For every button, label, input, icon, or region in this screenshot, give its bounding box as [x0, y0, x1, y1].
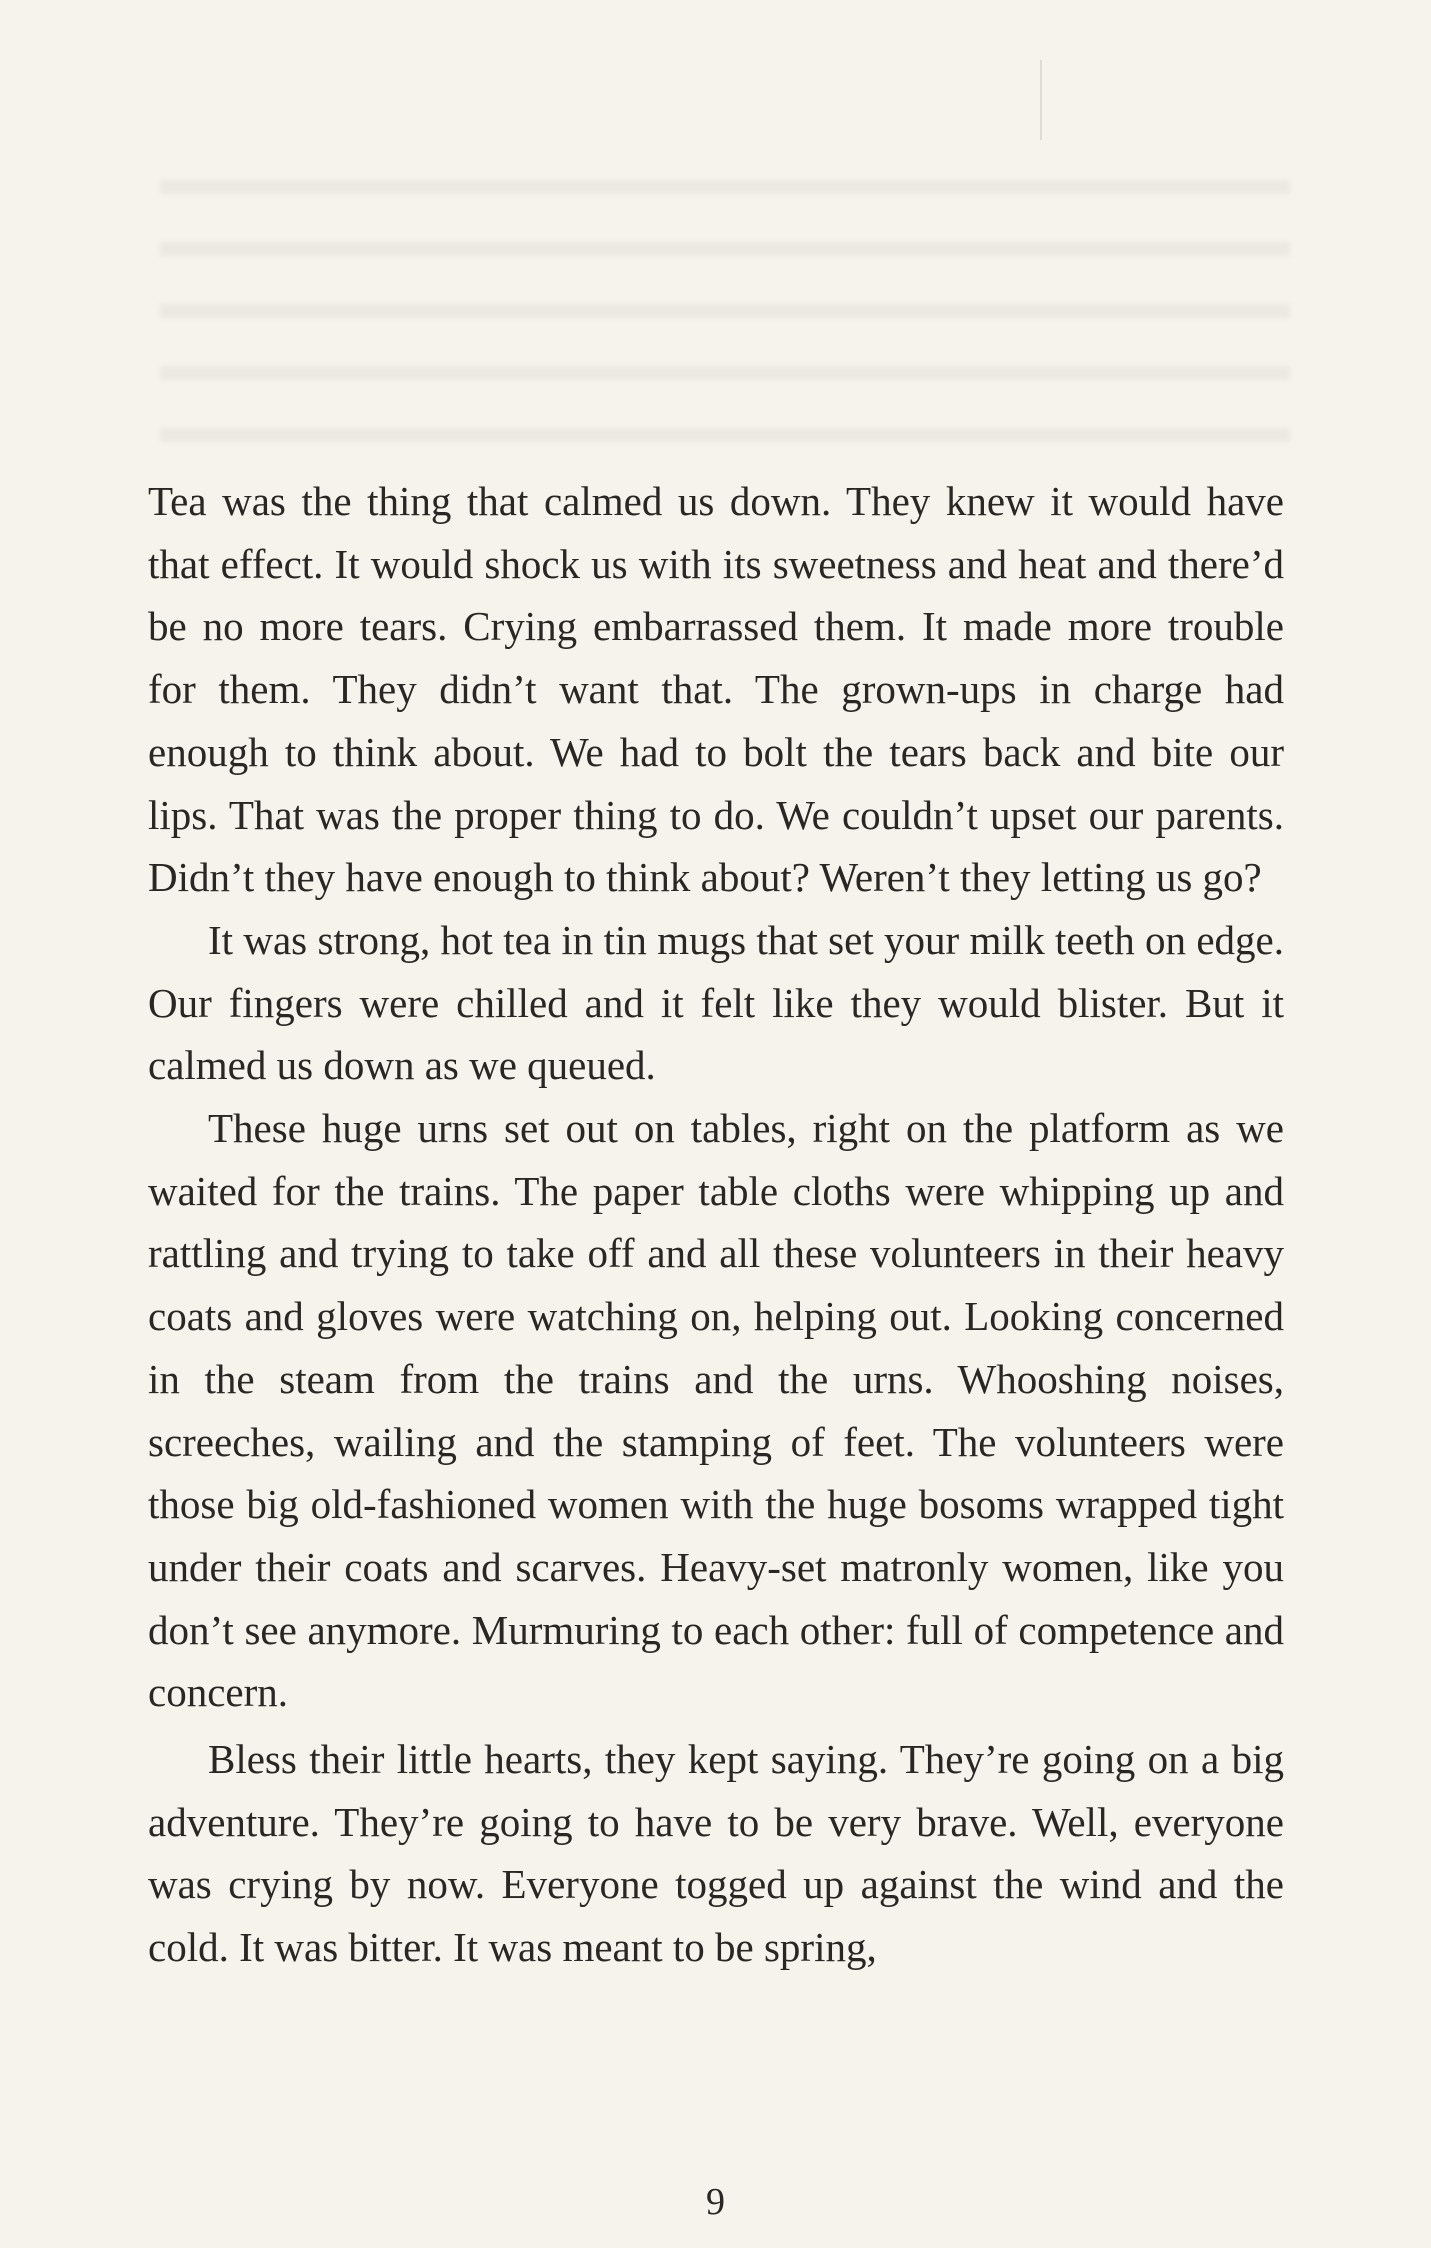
paragraph-2: It was strong, hot tea in tin mugs that set your milk teeth on edge. Our fingers were chilled and it felt like they would blister. But it calmed us down as we queued.	[148, 916, 1284, 1089]
body-text	[148, 470, 1284, 1979]
show-through-text	[160, 150, 1290, 450]
paragraph-3: These huge urns set out on tables, right on the platform as we waited for the trains. The paper table cloths were whipping up and rattling and trying to take off and all these volunteers in their heavy coats and gloves were watching on, helping out. Looking concerned in the steam from the trains and the urns. Whooshing noises, screeches, wailing and the stamping of feet. The volunteers were those big old-fashioned women with the huge bosoms wrapped tight under their coats and scarves. Heavy-set matronly women, like you don’t see anymore. Murmuring to each other: full of competence and concern.	[148, 1105, 1284, 1716]
paragraph-4: Bless their little hearts, they kept saying. They’re going on a big adventure. They’re going to have to be very brave. Well, everyone was crying by now. Everyone togged up against the wind and the cold. It was bitter. It was meant to be spring,	[148, 1736, 1284, 1971]
page-number: 9	[706, 2181, 725, 2223]
show-through-mark	[1040, 60, 1042, 140]
paragraph-1: Tea was the thing that calmed us down. They knew it would have that effect. It would shock us with its sweetness and heat and there’d be no more tears. Crying embarrassed them. It made more trouble for them. They didn’t want that. The grown-ups in charge had enough to think about. We had to bolt the tears back and bite our lips. That was the proper thing to do. We couldn’t upset our parents. Didn’t they have enough to think about? Weren’t they letting us go?	[148, 478, 1284, 901]
